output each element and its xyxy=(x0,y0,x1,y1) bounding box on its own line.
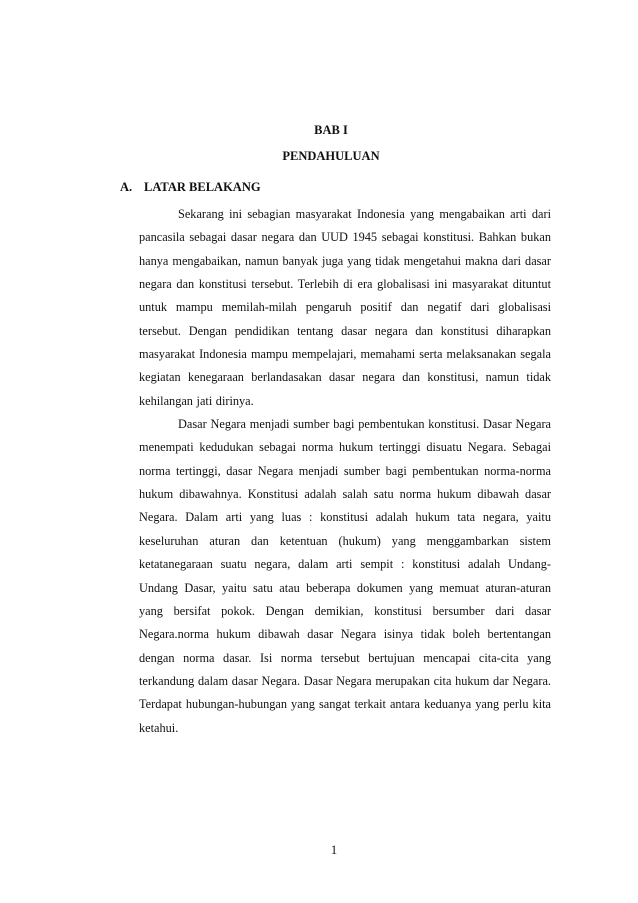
section-heading xyxy=(120,180,261,194)
section-title: LATAR BELAKANG xyxy=(144,180,261,194)
chapter-title: PENDAHULUAN xyxy=(282,149,380,163)
paragraph: Sekarang ini sebagian masyarakat Indonesia yang mengabaikan arti dari pancasila sebagai dasar negara dan UUD 1945 sebagai konstitusi. Bahkan bukan hanya mengabaikan, namun banyak juga yang tidak mengetahui makna dari dasar negara dan konstitusi tersebut. Terlebih di era globalisasi ini masyarakat dituntut untuk mampu memilah-milah pengaruh positif dan negatif dari globalisasi tersebut. Dengan pendidikan tentang dasar negara dan konstitusi diharapkan masyarakat Indonesia mampu mempelajari, memahami serta melaksanakan segala kegiatan kenegaraan berlandasakan dasar negara dan konstitusi, namun tidak kehilangan jati dirinya. xyxy=(139,207,551,408)
section-letter: A. xyxy=(120,180,133,194)
page-number: 1 xyxy=(330,843,338,857)
body-text xyxy=(139,203,551,740)
paragraph: Dasar Negara menjadi sumber bagi pembentukan konstitusi. Dasar Negara menempati kedudukan sebagai norma hukum tertinggi disuatu Negara. Sebagai norma tertinggi, dasar Negara menjadi sumber bagi pembentukan norma-norma hukum dibawahnya. Konstitusi adalah salah satu norma hukum dibawah dasar Negara. Dalam arti yang luas : konstitusi adalah hukum tata negara, yaitu keseluruhan aturan dan ketentuan (hukum) yang menggambarkan sistem ketatanegaraan suatu negara, dalam arti sempit : konstitusi adalah Undang-Undang Dasar, yaitu satu atau beberapa dokumen yang memuat aturan-aturan yang bersifat pokok. Dengan demikian, konstitusi bersumber dari dasar Negara.norma hukum dibawah dasar Negara isinya tidak boleh bertentangan dengan norma dasar. Isi norma tersebut bertujuan mencapai cita-cita yang terkandung dalam dasar Negara. Dasar Negara merupakan cita hukum dar Negara. Terdapat hubungan-hubungan yang sangat terkait antara keduanya yang perlu kita ketahui. xyxy=(139,417,551,735)
chapter-number: BAB I xyxy=(314,123,348,137)
